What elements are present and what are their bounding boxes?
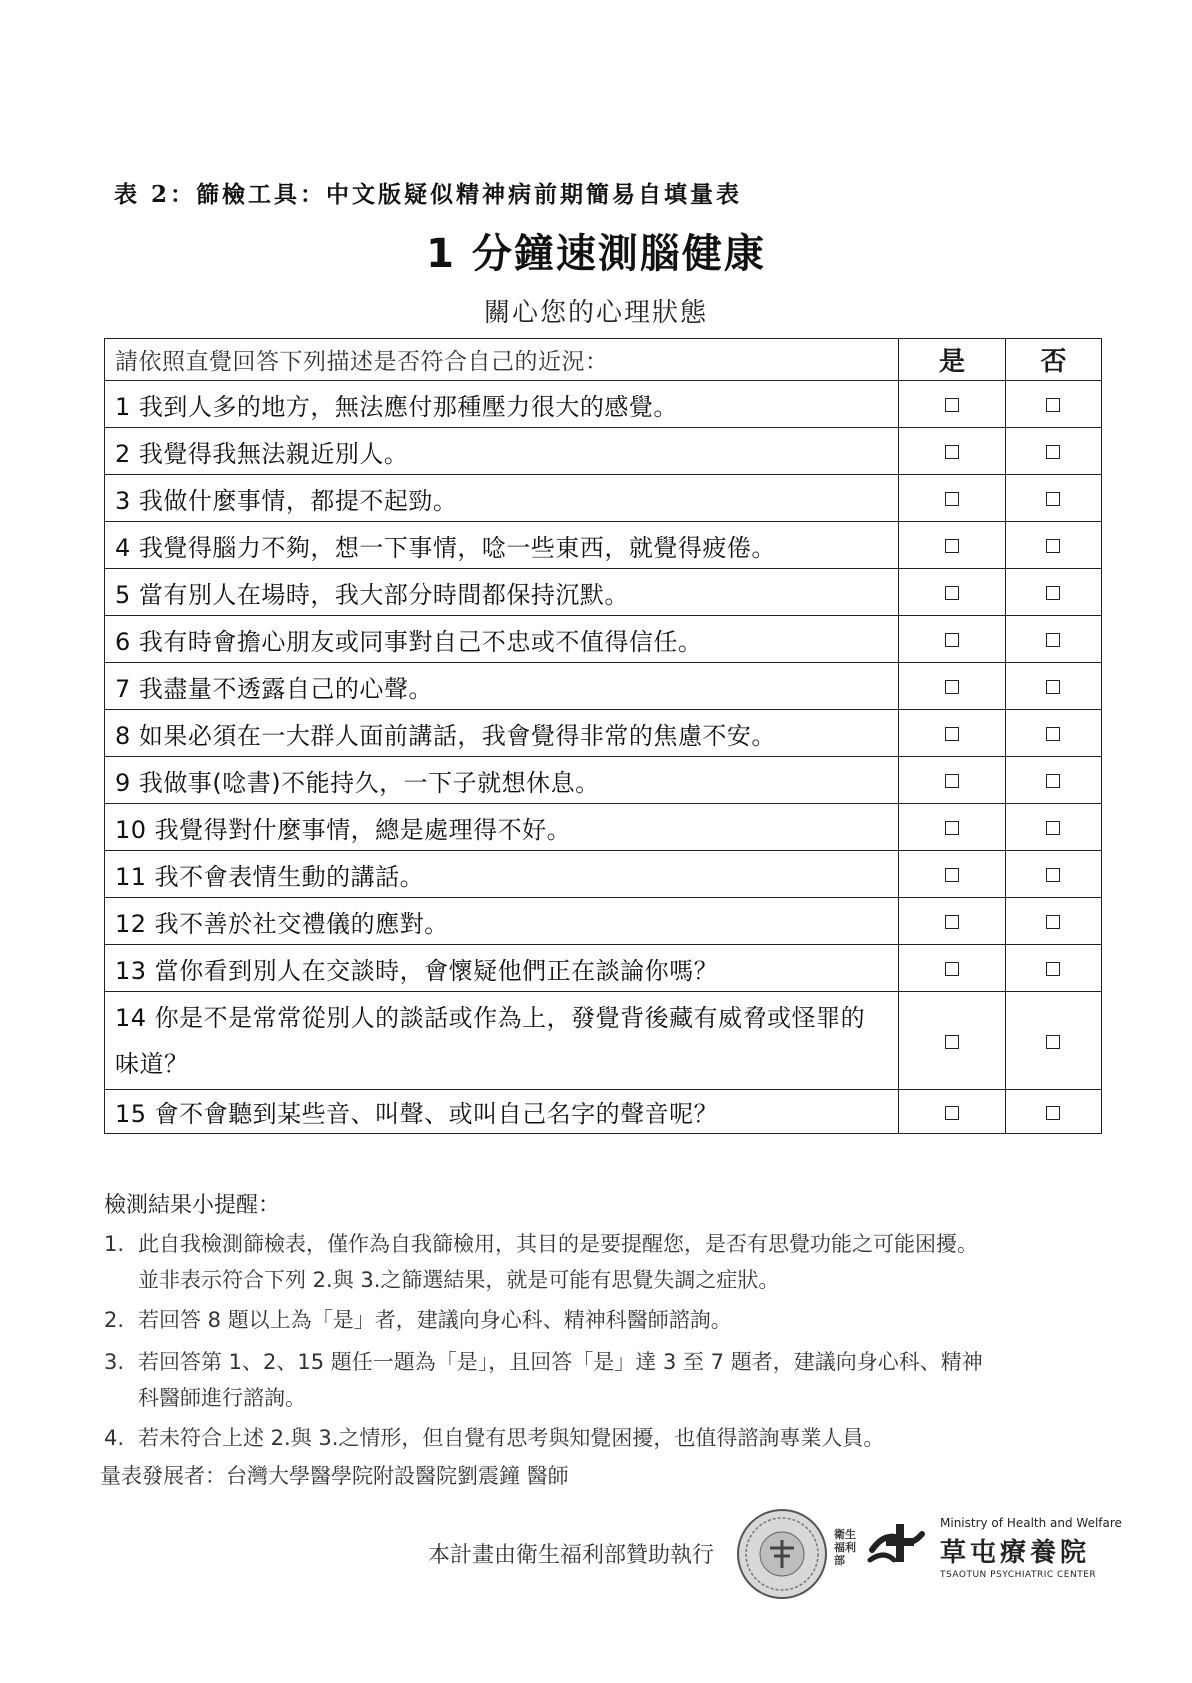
yes-checkbox[interactable]	[945, 492, 959, 506]
yes-checkbox[interactable]	[945, 962, 959, 976]
question-text: 9 我做事(唸書)不能持久，一下子就想休息。	[105, 757, 899, 804]
no-checkbox[interactable]	[1046, 633, 1060, 647]
question-row	[105, 851, 1102, 898]
note-4	[104, 1420, 1104, 1456]
question-row	[105, 945, 1102, 992]
yes-checkbox[interactable]	[945, 1035, 959, 1049]
page-subtitle: 關心您的心理狀態	[483, 298, 708, 328]
no-checkbox[interactable]	[1046, 962, 1060, 976]
brand-english-top: Ministry of Health and Welfare	[940, 1516, 1122, 1530]
question-row	[105, 804, 1102, 851]
question-text: 11 我不會表情生動的講話。	[105, 851, 899, 898]
note-2	[104, 1302, 1104, 1338]
ministry-short-name: 衛生福利部	[834, 1528, 856, 1567]
instruction-text: 請依照直覺回答下列描述是否符合自己的近況：	[105, 339, 899, 381]
brand-english-bottom: TSAOTUN PSYCHIATRIC CENTER	[940, 1570, 1097, 1580]
no-checkbox[interactable]	[1046, 539, 1060, 553]
no-checkbox[interactable]	[1046, 492, 1060, 506]
yes-checkbox[interactable]	[945, 539, 959, 553]
note-text: 若回答第 1、2、15 題任一題為「是」，且回答「是」達 3 至 7 題者，建議向身心科、精神	[138, 1350, 983, 1374]
question-text: 14 你是不是常常從別人的談話或作為上，發覺背後藏有威脅或怪罪的味道？	[105, 992, 899, 1090]
yes-checkbox[interactable]	[945, 398, 959, 412]
note-text: 若回答 8 題以上為「是」者，建議向身心科、精神科醫師諮詢。	[138, 1308, 732, 1332]
scale-author: 量表發展者：台灣大學醫學院附設醫院劉震鐘 醫師	[100, 1464, 569, 1488]
note-1	[104, 1226, 1104, 1298]
question-text: 15 會不會聽到某些音、叫聲、或叫自己名字的聲音呢？	[105, 1090, 899, 1134]
yes-checkbox[interactable]	[945, 868, 959, 882]
no-column-header: 否	[1005, 339, 1101, 381]
header-row	[105, 339, 1102, 381]
note-text: 科醫師進行諮詢。	[138, 1386, 306, 1410]
sponsor-text: 本計畫由衛生福利部贊助執行	[428, 1543, 715, 1568]
no-checkbox[interactable]	[1046, 821, 1060, 835]
yes-checkbox[interactable]	[945, 586, 959, 600]
no-checkbox[interactable]	[1046, 445, 1060, 459]
question-text: 2 我覺得我無法親近別人。	[105, 428, 899, 475]
note-text: 並非表示符合下列 2.與 3.之篩選結果，就是可能有思覺失調之症狀。	[138, 1268, 780, 1292]
question-row	[105, 475, 1102, 522]
question-text: 3 我做什麼事情，都提不起勁。	[105, 475, 899, 522]
question-text: 8 如果必須在一大群人面前講話，我會覺得非常的焦慮不安。	[105, 710, 899, 757]
question-row	[105, 663, 1102, 710]
question-row	[105, 992, 1102, 1090]
brand-chinese-name: 草屯療養院	[940, 1538, 1091, 1568]
question-row	[105, 757, 1102, 804]
hospital-logo-icon	[866, 1520, 926, 1570]
no-checkbox[interactable]	[1046, 915, 1060, 929]
yes-checkbox[interactable]	[945, 680, 959, 694]
no-checkbox[interactable]	[1046, 1035, 1060, 1049]
question-text: 5 當有別人在場時，我大部分時間都保持沉默。	[105, 569, 899, 616]
no-checkbox[interactable]	[1046, 586, 1060, 600]
question-text: 6 我有時會擔心朋友或同事對自己不忠或不值得信任。	[105, 616, 899, 663]
question-row	[105, 428, 1102, 475]
yes-checkbox[interactable]	[945, 727, 959, 741]
question-text: 1 我到人多的地方，無法應付那種壓力很大的感覺。	[105, 381, 899, 428]
question-row	[105, 898, 1102, 945]
note-text: 此自我檢測篩檢表，僅作為自我篩檢用，其目的是要提醒您，是否有思覺功能之可能困擾。	[138, 1232, 978, 1256]
ministry-seal-icon	[734, 1506, 830, 1602]
yes-column-header: 是	[899, 339, 1006, 381]
question-text: 10 我覺得對什麼事情，總是處理得不好。	[105, 804, 899, 851]
note-3	[104, 1344, 1104, 1416]
note-number: 3.	[104, 1350, 125, 1374]
question-text: 4 我覺得腦力不夠，想一下事情，唸一些東西，就覺得疲倦。	[105, 522, 899, 569]
question-row	[105, 1090, 1102, 1134]
question-row	[105, 381, 1102, 428]
note-text: 若未符合上述 2.與 3.之情形，但自覺有思考與知覺困擾，也值得諮詢專業人員。	[138, 1426, 885, 1450]
yes-checkbox[interactable]	[945, 774, 959, 788]
question-row	[105, 710, 1102, 757]
notes-title: 檢測結果小提醒：	[104, 1193, 281, 1218]
yes-checkbox[interactable]	[945, 821, 959, 835]
yes-checkbox[interactable]	[945, 633, 959, 647]
note-number: 4.	[104, 1426, 125, 1450]
note-number: 2.	[104, 1308, 125, 1332]
question-row	[105, 522, 1102, 569]
note-number: 1.	[104, 1232, 125, 1256]
yes-checkbox[interactable]	[945, 1106, 959, 1120]
question-text: 13 當你看到別人在交談時，會懷疑他們正在談論你嗎？	[105, 945, 899, 992]
table-caption: 表 2：篩檢工具：中文版疑似精神病前期簡易自填量表	[114, 181, 743, 208]
questionnaire-table	[104, 338, 1102, 1134]
no-checkbox[interactable]	[1046, 727, 1060, 741]
question-text: 12 我不善於社交禮儀的應對。	[105, 898, 899, 945]
question-row	[105, 569, 1102, 616]
no-checkbox[interactable]	[1046, 398, 1060, 412]
no-checkbox[interactable]	[1046, 680, 1060, 694]
no-checkbox[interactable]	[1046, 868, 1060, 882]
no-checkbox[interactable]	[1046, 774, 1060, 788]
question-row	[105, 616, 1102, 663]
yes-checkbox[interactable]	[945, 915, 959, 929]
question-text: 7 我盡量不透露自己的心聲。	[105, 663, 899, 710]
no-checkbox[interactable]	[1046, 1106, 1060, 1120]
page-title: 1 分鐘速測腦健康	[426, 231, 766, 277]
yes-checkbox[interactable]	[945, 445, 959, 459]
